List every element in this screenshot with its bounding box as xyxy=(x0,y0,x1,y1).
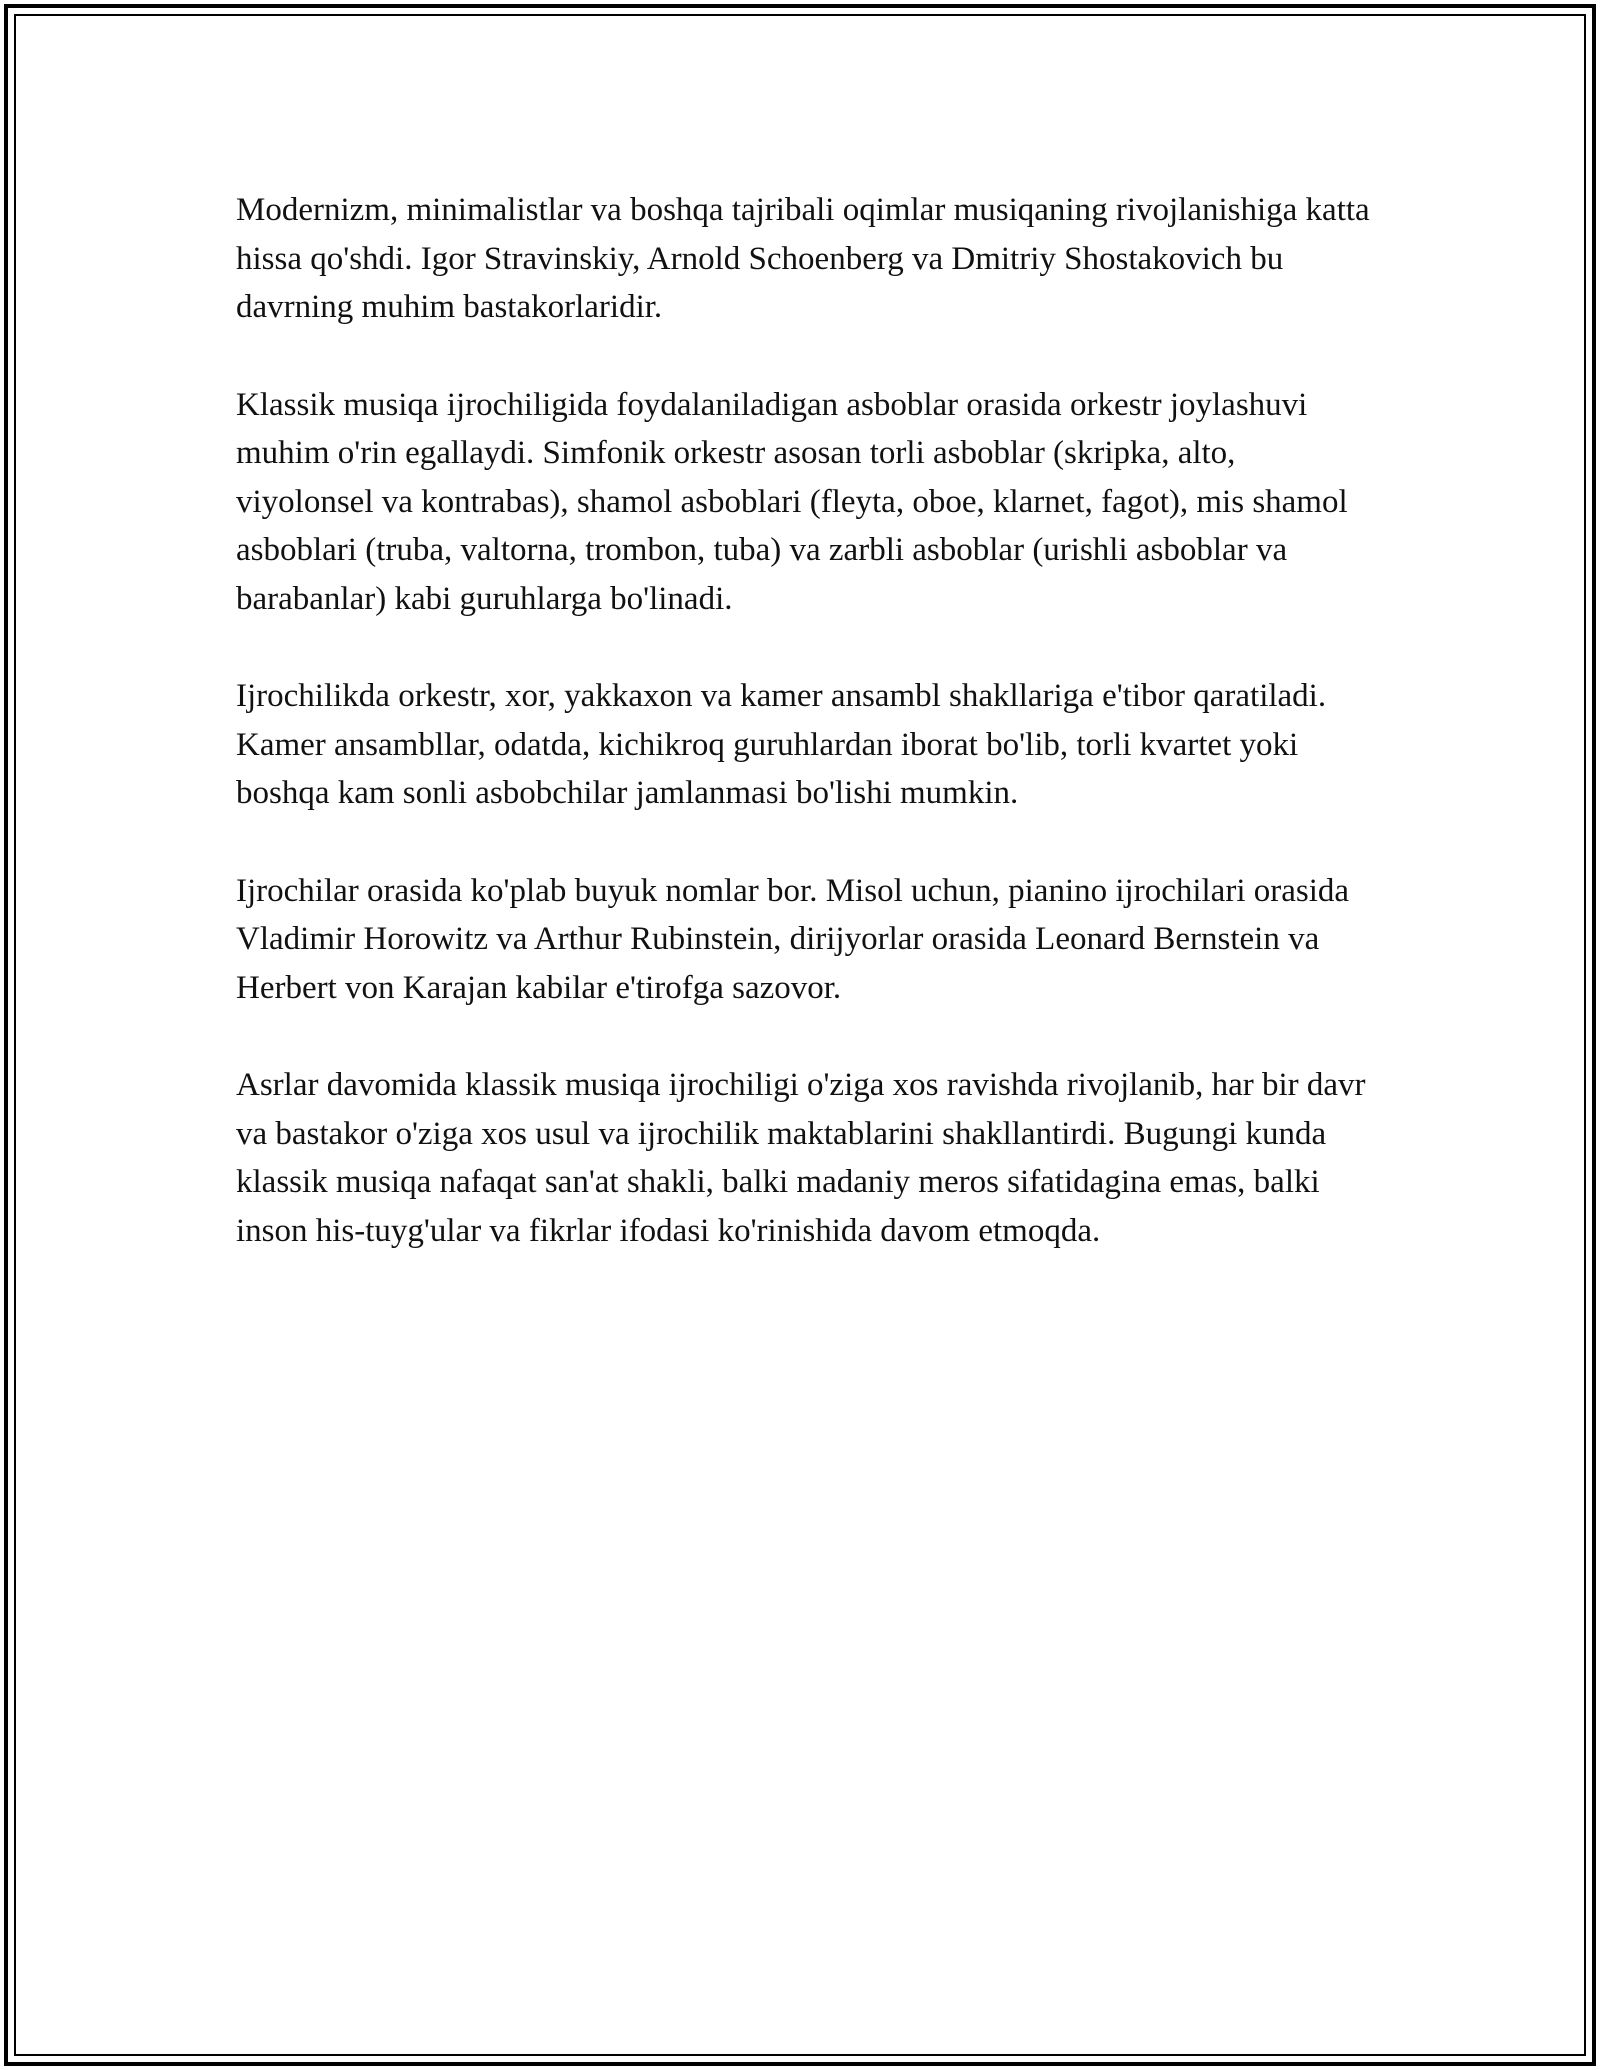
document-body xyxy=(236,186,1376,1304)
paragraph-ensemble-forms: Ijrochilikda orkestr, xor, yakkaxon va kamer ansambl shakllariga e'tibor qaratiladi. Kamer ansambllar, odatda, kichikroq guruhlardan iborat bo'lib, torli kvartet yoki boshqa kam sonli asbobchilar jamlanmasi bo'lishi mumkin. xyxy=(236,678,1327,811)
paragraph-conclusion: Asrlar davomida klassik musiqa ijrochiligi o'ziga xos ravishda rivojlanib, har bir davr va bastakor o'ziga xos usul va ijrochilik maktablarini shakllantirdi. Bugungi kunda klassik musiqa nafaqat san'at shakli, balki madaniy meros sifatidagina emas, balki inson his-tuyg'ular va fikrlar ifodasi ko'rinishida davom etmoqda. xyxy=(236,1067,1366,1249)
paragraph-orchestra-instruments: Klassik musiqa ijrochiligida foydalaniladigan asboblar orasida orkestr joylashuvi muhim o'rin egallaydi. Simfonik orkestr asosan torli asboblar (skripka, alto, viyolonsel va kontrabas), shamol asboblari (fleyta, oboe, klarnet, fagot), mis shamol asboblari (truba, valtorna, trombon, tuba) va zarbli asboblar (urishli asboblar va barabanlar) kabi guruhlarga bo'linadi. xyxy=(236,386,1348,617)
paragraph-famous-performers: Ijrochilar orasida ko'plab buyuk nomlar bor. Misol uchun, pianino ijrochilari orasida Vladimir Horowitz va Arthur Rubinstein, dirijyorlar orasida Leonard Bernstein va Herbert von Karajan kabilar e'tirofga sazovor. xyxy=(236,872,1350,1006)
paragraph-modernism: Modernizm, minimalistlar va boshqa tajribali oqimlar musiqaning rivojlanishiga katta hissa qo'shdi. Igor Stravinskiy, Arnold Schoenberg va Dmitriy Shostakovich bu davrning muhim bastakorlaridir. xyxy=(236,192,1370,325)
